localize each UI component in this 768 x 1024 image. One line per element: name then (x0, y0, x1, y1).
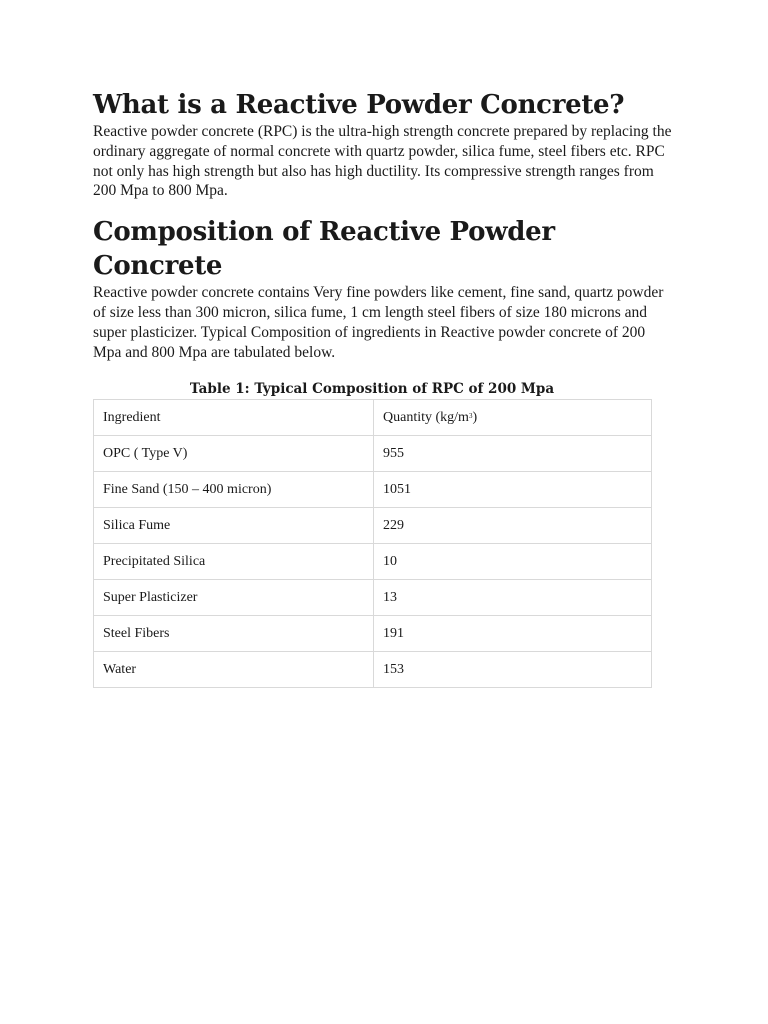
ingredient-cell: Super Plasticizer (94, 580, 374, 616)
table-caption: Table 1: Typical Composition of RPC of 200 Mpa (189, 381, 555, 398)
quantity-cell: 10 (374, 544, 652, 580)
section-paragraph-composition: Reactive powder concrete contains Very fine powders like cement, fine sand, quartz powder of size less than 300 micron, silica fume, 1 cm length steel fibers of size 180 microns and super plasticizer. Typical Composition of ingredients in Reactive powder concrete of 200 Mpa and 800 Mpa are tabulated below. (93, 284, 664, 361)
table-row (94, 544, 652, 580)
quantity-header-close: ) (472, 409, 478, 425)
quantity-cell: 13 (374, 580, 652, 616)
section-paragraph-what-is-rpc: Reactive powder concrete (RPC) is the ultra-high strength concrete prepared by replacing the ordinary aggregate of normal concrete with quartz powder, silica fume, steel fibers etc. RPC not only has high strength but also has high ductility. Its compressive strength ranges from 200 Mpa to 800 Mpa. (93, 123, 672, 200)
composition-table (93, 399, 652, 688)
table-row (94, 616, 652, 652)
table-header-row (94, 400, 652, 436)
table-row (94, 436, 652, 472)
unit-superscript: 3 (468, 411, 473, 420)
ingredient-cell: OPC ( Type V) (94, 436, 374, 472)
header-cell-quantity (374, 400, 652, 436)
ingredient-cell: Silica Fume (94, 508, 374, 544)
table-row (94, 580, 652, 616)
ingredient-cell: Precipitated Silica (94, 544, 374, 580)
ingredient-cell: Water (94, 652, 374, 688)
ingredient-cell: Steel Fibers (94, 616, 374, 652)
ingredient-cell: Fine Sand (150 – 400 micron) (94, 472, 374, 508)
table-row (94, 652, 652, 688)
header-cell-ingredient: Ingredient (94, 400, 374, 436)
document-page (93, 88, 673, 688)
quantity-header-text: Quantity (kg/m (383, 409, 469, 425)
quantity-cell: 955 (374, 436, 652, 472)
quantity-cell: 191 (374, 616, 652, 652)
section-heading-composition: Composition of Reactive Powder Concrete (93, 217, 555, 282)
table-row (94, 472, 652, 508)
table-row (94, 508, 652, 544)
quantity-cell: 1051 (374, 472, 652, 508)
quantity-cell: 229 (374, 508, 652, 544)
quantity-cell: 153 (374, 652, 652, 688)
section-heading-what-is-rpc: What is a Reactive Powder Concrete? (93, 90, 625, 120)
